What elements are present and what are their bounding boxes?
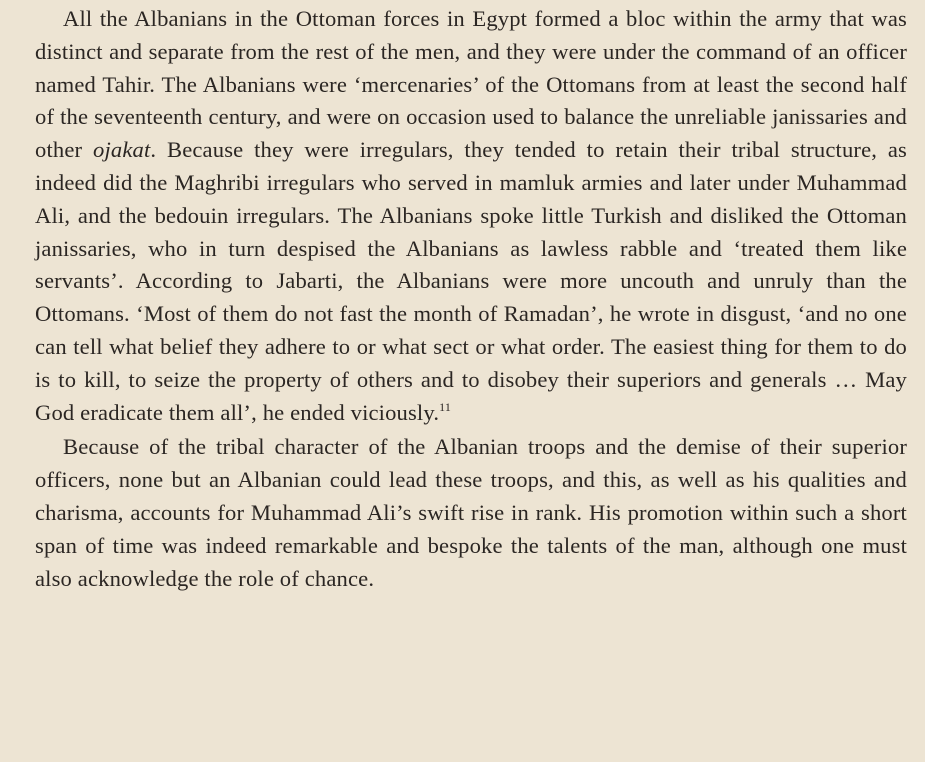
italic-term-ojakat: ojakat [93,137,151,163]
footnote-marker: 11 [439,399,452,414]
paragraph-muhammad-ali-rise: Because of the tribal character of the Albanian troops and the demise of their superior officers, none but an Albanian could lead these troops, and this, as well as his qualities and charisma, accounts for Muhammad Ali’s swift rise in rank. His promotion within such a short span of time was indeed remarkable and bespoke the talents of the man, although one must also acknowledge the role of chance. [35,434,907,591]
paragraph-1-text-a: All the Albanians in the Ottoman forces in Egypt formed a bloc within the army that was distinct and separate from the rest of the men, and they were under the command of an officer named Tahir. The Albanians were ‘mercenaries’ of the Ottomans from at least the second half of the seventeenth century, and were on occasion used to balance the unreliable janissaries and other [35,6,907,163]
paragraph-albanian-bloc [35,3,907,429]
paragraph-1-text-b: . Because they were irregulars, they tended to retain their tribal structure, as indeed did the Maghribi irregulars who served in mamluk armies and later under Muhammad Ali, and the bedouin irregulars. The Albanians spoke little Turkish and disliked the Ottoman janissaries, who in turn despised the Albanians as lawless rabble and ‘treated them like servants’. According to Jabarti, the Albanians were more uncouth and unruly than the Ottomans. ‘Most of them do not fast the month of Ramadan’, he wrote in disgust, ‘and no one can tell what belief they adhere to or what sect or what order. The easiest thing for them to do is to kill, to seize the property of others and to disobey their superiors and generals … May God eradicate them all’, he ended viciously. [35,137,907,425]
